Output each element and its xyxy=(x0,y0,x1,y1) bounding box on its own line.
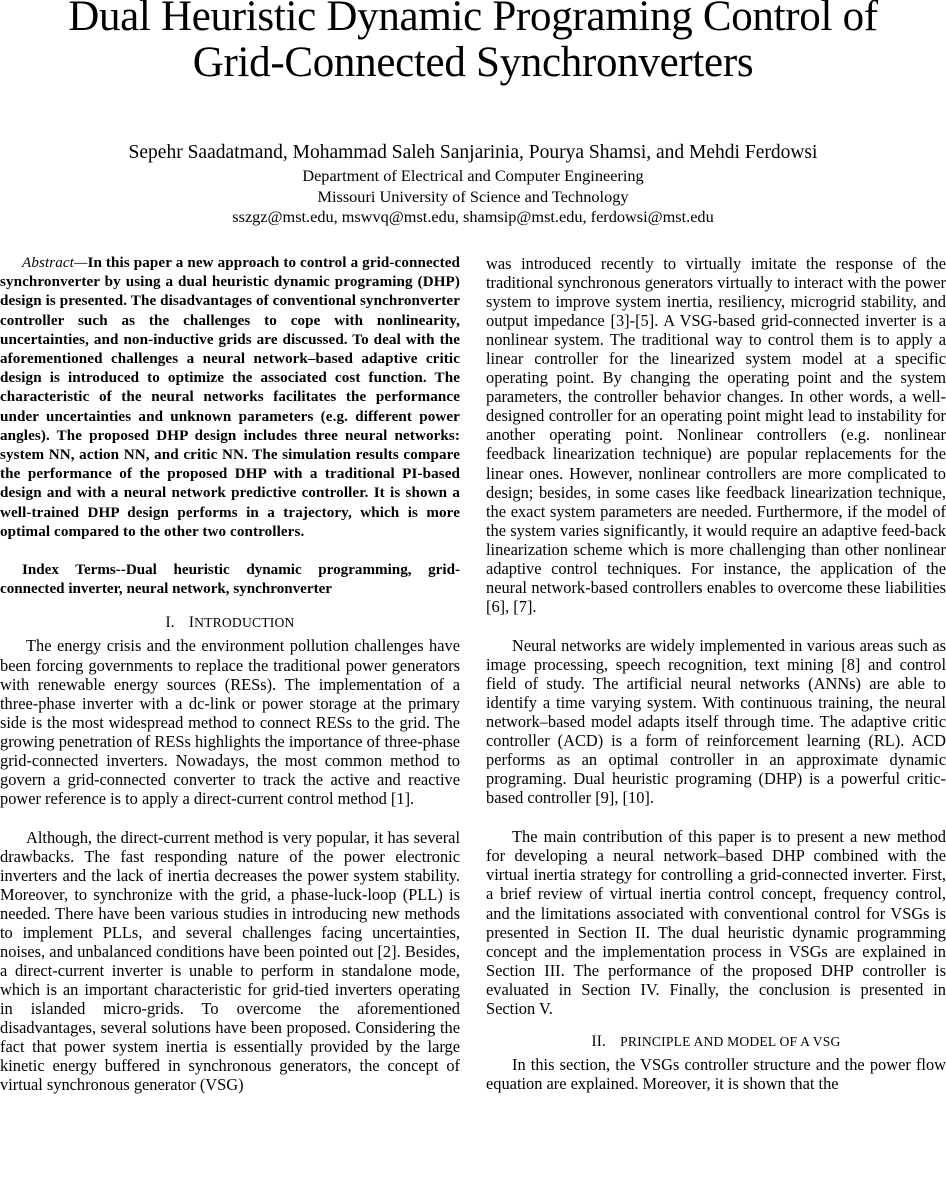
intro-paragraph-3: Neural networks are widely implemented in various areas such as image processing, speech recognition, text mining [8] and control field of study. The artificial neural networks (ANNs) are able to identify a time varying system. With continuous training, the neural network–based model adapts itself through time. The adaptive critic controller (ACD) is a form of reinforcement learning (RL). ACD performs as an optimal controller in an approximate dynamic programing. Dual heuristic programing (DHP) is a powerful critic-based controller [9], [10]. xyxy=(486,635,946,808)
vsg-paragraph-1: In this section, the VSGs controller structure and the power flow equation are explained. Moreover, it is shown that the xyxy=(486,1054,946,1093)
section-heading-vsg xyxy=(486,1032,946,1051)
intro-paragraph-1: The energy crisis and the environment pollution challenges have been forcing governments to replace the traditional power generators with renewable energy sources (RESs). The implementation of a three-phase inverter with a dc-link or power storage at the primary side is the most widespread method to connect RESs to the grid. The growing penetration of RESs highlights the importance of three-phase grid-connected inverters. Nowadays, the most common method to govern a grid-connected converter to track the active and reactive power reference is to apply a direct-current control method [1]. xyxy=(0,636,460,808)
abstract-dash: — xyxy=(73,255,88,271)
author-list: Sepehr Saadatmand, Mohammad Saleh Sanjarinia, Pourya Shamsi, and Mehdi Ferdowsi xyxy=(128,142,818,163)
section-heading-introduction xyxy=(0,613,460,632)
section-number: II. xyxy=(591,1032,607,1050)
intro-paragraph-4: The main contribution of this paper is to present a new method for developing a neural network–based DHP combined with the virtual inertia strategy for controlling a grid-connected inverter. First, a brief review of virtual inertia control concept, frequency control, and the limitations associated with conventional control for VSGs is presented in Section II. The dual heuristic dynamic programming concept and the implementation process in VSGs are explained in Section III. The performance of the proposed DHP controller is evaluated in Section IV. Finally, the conclusion is presented in Section V. xyxy=(486,827,946,1018)
intro-paragraph-2-continued: was introduced recently to virtually imitate the response of the traditional synchronous generators virtually to interact with the power system to improve system inertia, resiliency, microgrid stability, and output impedance [3]-[5]. A VSG-based grid-connected inverter is a nonlinear system. The traditional way to control them is to apply a linear controller for the linearized system model at a specific operating point. By changing the operating point and the system parameters, the controller behavior changes. In other words, a well-designed controller for an operating point might lead to instability for another operating point. Nonlinear controllers (e.g. nonlinear feedback linearization technique) are popular replacements for the linear ones. However, nonlinear controllers are more complicated to design; besides, in some cases like feedback linearization technique, the exact system parameters are needed. Furthermore, if the model of the system varies significantly, it would require an adaptive feed-back linearization scheme which is more challenging than other nonlinear adaptive control techniques. For instance, the application of the neural network-based controllers enables to overcome these liabilities [6], [7]. xyxy=(486,254,946,616)
department: Department of Electrical and Computer Engineering xyxy=(302,166,644,185)
paper-title xyxy=(0,0,946,86)
left-column xyxy=(0,254,460,1095)
university: Missouri University of Science and Technology xyxy=(317,186,629,206)
abstract xyxy=(0,254,460,542)
abstract-label: Abstract xyxy=(22,255,74,271)
index-terms: Index Terms--Dual heuristic dynamic programming, grid-connected inverter, neural network, synchronverter xyxy=(0,562,460,598)
title-line-1: Dual Heuristic Dynamic Programing Control of xyxy=(68,0,878,40)
section-title: PRINCIPLE AND MODEL OF A VSG xyxy=(620,1033,841,1049)
section-title-initial: I xyxy=(188,614,195,632)
right-column xyxy=(486,254,946,1093)
section-title-rest: NTRODUCTION xyxy=(194,615,295,631)
title-line-2: Grid-Connected Synchronverters xyxy=(192,39,754,86)
abstract-text: In this paper a new approach to control a grid-connected synchronverter by using a dual heuristic dynamic programing (DHP) design is presented. The disadvantages of conventional synchronverter controller such as the challenges to cope with nonlinearity, uncertainties, and non-inductive grids are discussed. To deal with the aforementioned challenges a neural network–based adaptive critic design is introduced to optimize the associated cost function. The characteristic of the neural networks facilitates the performance under uncertainties and unknown parameters (e.g. different power angles). The proposed DHP design includes three neural networks: system NN, action NN, and critic NN. The simulation results compare the performance of the proposed DHP with a traditional PI-based design and with a neural network predictive controller. It is shown a well-trained DHP design performs in a trajectory, which is more optimal compared to the other two controllers. xyxy=(0,255,460,540)
intro-paragraph-2: Although, the direct-current method is very popular, it has several drawbacks. The fast responding nature of the power electronic inverters and the lack of inertia decreases the power system stability. Moreover, to synchronize with the grid, a phase-luck-loop (PLL) is needed. There have been various studies in introducing new methods to implement PLLs, and several challenges facing uncertainties, noises, and unbalanced conditions have been pointed out [2]. Besides, a direct-current inverter is unable to perform in standalone mode, which is an important characteristic for grid-tied inverters operating in islanded micro-grids. To overcome the aforementioned disadvantages, several solutions have been proposed. Considering the fact that power system inertia is essentially provided by the large kinetic energy buffered in synchronous generators, the concept of virtual synchronous generator (VSG) xyxy=(0,827,460,1095)
section-number: I. xyxy=(165,614,175,632)
author-emails: sszgz@mst.edu, mswvq@mst.edu, shamsip@mst.edu, ferdowsi@mst.edu xyxy=(232,207,714,226)
affiliation-block xyxy=(0,166,946,228)
